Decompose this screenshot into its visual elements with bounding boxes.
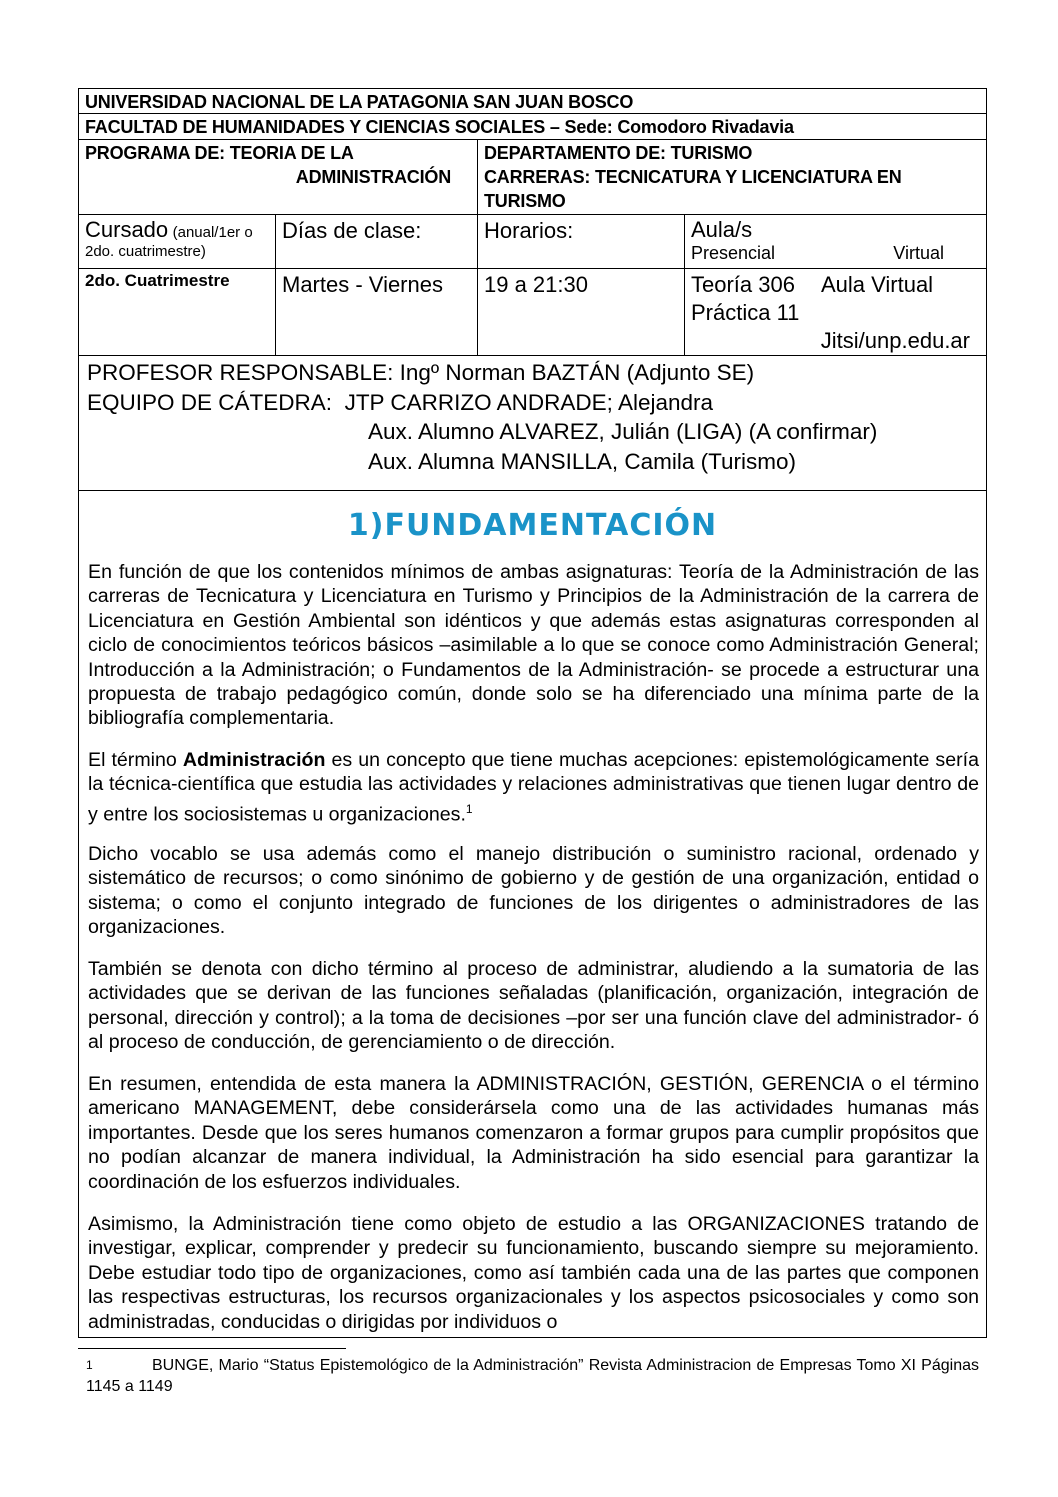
virtual-label: Virtual	[893, 243, 944, 263]
footnote-text: BUNGE, Mario “Status Epistemológico de la Administración” Revista Administracion de Empresas Tomo XI Páginas 1145 a 1149	[86, 1357, 979, 1395]
equipo-label: EQUIPO DE CÁTEDRA:	[87, 389, 333, 415]
paragraph	[88, 748, 979, 827]
paragraph: Dicho vocablo se usa además como el manejo distribución o suministro racional, ordenado y sistemático de recursos; o como sinónimo de gobierno y de gestión de una organización, entidad o sistema; o como el conjunto integrado de funciones de los dirigentes o administradores de las organizaciones.	[88, 843, 979, 939]
dias-label: Días de clase:	[282, 218, 422, 243]
faculty-row	[78, 113, 987, 140]
aula-jitsi-link[interactable]: Jitsi/unp.edu.ar	[820, 328, 970, 353]
horarios-label: Horarios:	[484, 218, 574, 243]
section-title: 1)FUNDAMENTACIÓN	[347, 508, 718, 543]
paragraph: En función de que los contenidos mínimos de ambas asignaturas: Teoría de la Administración de las carreras de Tecnicatura y Licenciatura en Turismo y Principios de la Administración de la carrera de Licenciatura en Gestión Ambiental son idénticos y que además estas asignaturas corresponden al ciclo de conocimientos teóricos básicos –asimilable a lo que se conoce como Administración General; Introducción a la Administración; o Fundamentos de la Administración- se procede a estructurar una propuesta de trabajo pedagógico común, donde solo se ha diferenciado una mínima parte de la bibliografía complementaria.	[88, 561, 979, 730]
footnote-separator	[78, 1348, 346, 1349]
bold-term: Administración	[182, 749, 326, 771]
horarios-value-cell	[477, 268, 685, 356]
university-row	[78, 88, 987, 114]
departamento: DEPARTAMENTO DE: TURISMO	[484, 143, 753, 163]
programa-line2: ADMINISTRACIÓN	[295, 167, 451, 187]
dias-value: Martes - Viernes	[282, 272, 443, 297]
cursado-label: Cursado	[85, 217, 169, 242]
footnote	[86, 1355, 979, 1397]
aula-practica: Práctica 11	[691, 300, 800, 325]
content-box	[78, 490, 987, 1338]
staff-cell	[78, 355, 987, 491]
cursado-value: 2do. Cuatrimestre	[85, 271, 230, 290]
cursado-hint: (anual/1er o 2do. cuatrimestre)	[85, 224, 253, 260]
cursado-value-cell	[78, 268, 276, 356]
paragraph: También se denota con dicho término al proceso de administrar, aludiendo a la sumatoria de las actividades que se derivan de las funciones señaladas (planificación, organización, integración de personal, dirección y control); a la toma de decisiones –por ser una función clave del administrador- ó al proceso de conducción, de gerenciamiento o de dirección.	[88, 958, 979, 1054]
text: El término	[88, 749, 183, 771]
horarios-value: 19 a 21:30	[484, 272, 588, 297]
equipo-member: JTP CARRIZO ANDRADE; Alejandra	[344, 389, 714, 415]
aula-virtual: Aula Virtual	[820, 272, 934, 297]
departamento-cell	[477, 139, 987, 215]
paragraph: Asimismo, la Administración tiene como objeto de estudio a las ORGANIZACIONES tratando de investigar, explicar, comprender y predecir su funcionamiento, buscando siempre su mejoramiento. Debe estudiar todo tipo de organizaciones, como así también cada una de las partes que componen las respectivas estructuras, los recursos organizacionales y los aspectos psicosociales y como son administradas, conducidas o dirigidas por individuos o	[88, 1213, 979, 1333]
paragraph: En resumen, entendida de esta manera la ADMINISTRACIÓN, GESTIÓN, GERENCIA o el término americano MANAGEMENT, debe considerársela como una de las actividades humanas más importantes. Desde que los seres humanos comenzaron a formar grupos para cumplir propósitos que no podían alcanzar de manera individual, la Administración ha sido esencial para garantizar la coordinación de los esfuerzos individuales.	[88, 1073, 979, 1193]
dias-value-cell	[275, 268, 478, 356]
aulas-label: Aula/s	[691, 217, 753, 242]
university-name: UNIVERSIDAD NACIONAL DE LA PATAGONIA SAN JUAN BOSCO	[85, 92, 634, 112]
presencial-label: Presencial	[691, 243, 776, 263]
cursado-label-cell	[78, 214, 276, 269]
aula-teoria: Teoría 306	[691, 272, 795, 297]
equipo-member: Aux. Alumno ALVAREZ, Julián (LIGA) (A confirmar)	[368, 419, 878, 444]
horarios-label-cell	[477, 214, 685, 269]
faculty-name: FACULTAD DE HUMANIDADES Y CIENCIAS SOCIALES – Sede: Comodoro Rivadavia	[85, 117, 794, 137]
profesor-responsable: PROFESOR RESPONSABLE: Ingº Norman BAZTÁN (Adjunto SE)	[87, 360, 755, 385]
aulas-value-cell	[684, 268, 987, 356]
programa-cell	[78, 139, 478, 215]
carreras: CARRERAS: TECNICATURA Y LICENCIATURA EN TURISMO	[484, 167, 902, 211]
footnote-ref[interactable]: 1	[465, 801, 473, 816]
footnote-number: 1	[86, 1358, 93, 1372]
programa-line1: PROGRAMA DE: TEORIA DE LA	[85, 143, 354, 163]
equipo-member: Aux. Alumna MANSILLA, Camila (Turismo)	[368, 448, 797, 474]
aulas-label-cell	[684, 214, 987, 269]
dias-label-cell	[275, 214, 478, 269]
text: es un concepto que tiene muchas acepciones: epistemológicamente sería la técnica-científica que estudia las actividades y relaciones administrativas que tienen lugar dentro de y entre los sociosistemas u organizaciones.	[88, 749, 979, 826]
